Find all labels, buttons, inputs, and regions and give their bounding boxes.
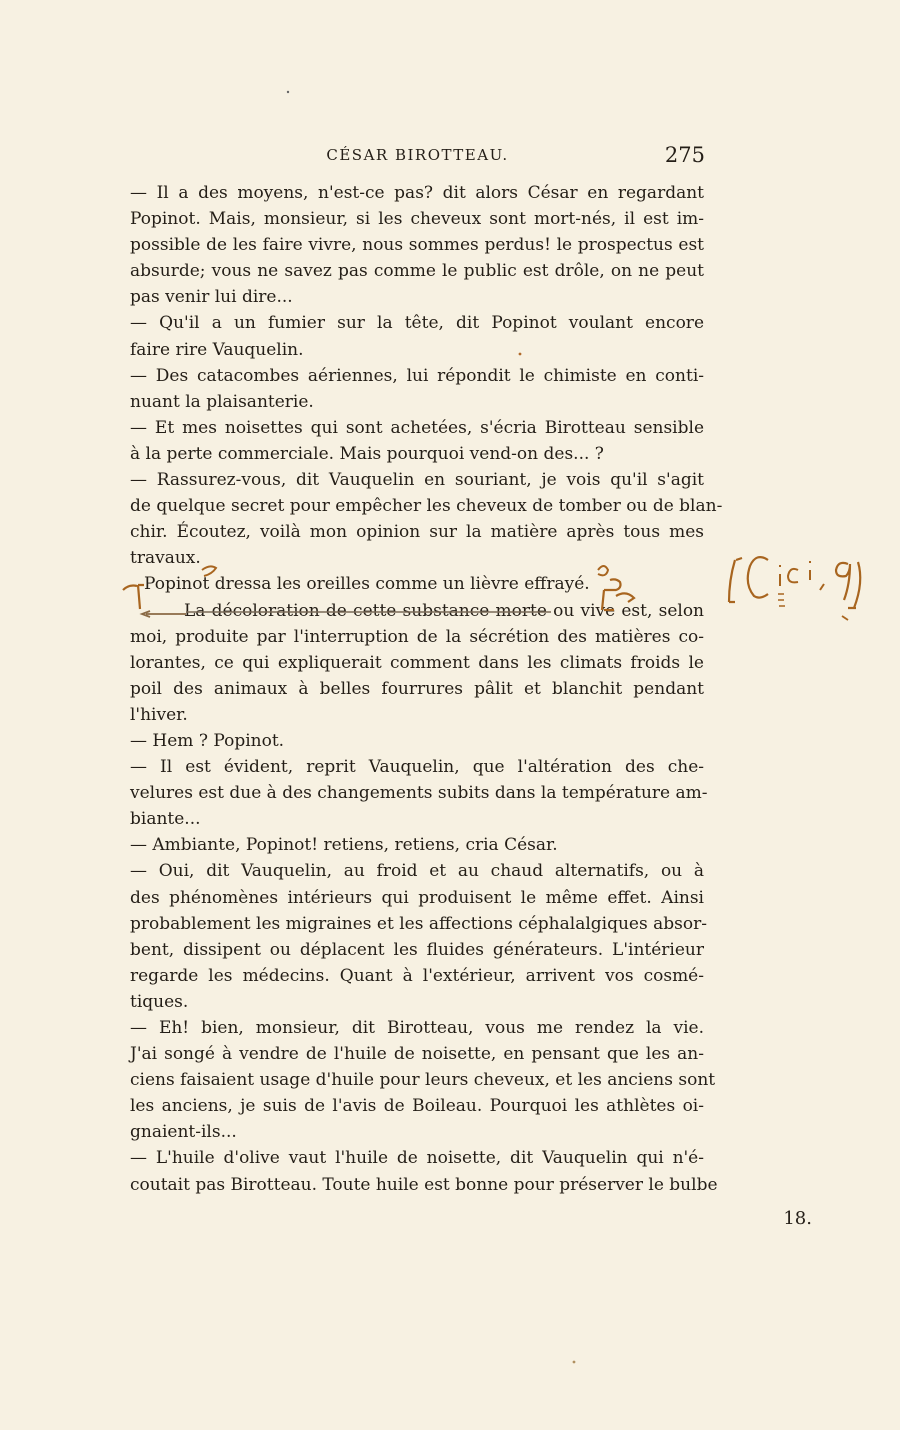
text-line: — Eh! bien, monsieur, dit Birotteau, vous me rendez la vie. (130, 1018, 704, 1038)
text-line: ciens faisaient usage d'huile pour leurs cheveux, et les anciens sont (130, 1070, 716, 1091)
text-line: — L'huile d'olive vaut l'huile de noisette, dit Vauquelin qui n'é- (130, 1148, 704, 1169)
text-line: absurde; vous ne savez pas comme le public est drôle, on ne peut (130, 261, 704, 282)
text-line: faire rire Vauquelin. (130, 339, 304, 360)
signature-mark: 18. (783, 1208, 812, 1229)
text-line: — Ambiante, Popinot! retiens, retiens, cria César. (130, 835, 558, 856)
text-line: poil des animaux à belles fourrures pâlit et blanchit pendant (130, 678, 704, 699)
running-title: CÉSAR BIROTTEAU. (326, 146, 509, 164)
text-line: — Hem ? Popinot. (130, 730, 285, 751)
text-line: regarde les médecins. Quant à l'extérieur, arrivent vos cosmé- (130, 965, 704, 986)
text-line: — Oui, dit Vauquelin, au froid et au chaud alternatifs, ou à (130, 861, 704, 882)
dot-mark (287, 91, 289, 93)
text-line: tiques. (130, 991, 189, 1012)
text-line: travaux. (130, 548, 201, 569)
text-line: biante... (130, 809, 201, 830)
text-line: — Rassurez-vous, dit Vauquelin en souriant, je vois qu'il s'agit (130, 470, 704, 491)
margin-note (729, 557, 860, 620)
text-line: — Il a des moyens, n'est-ce pas? dit alors César en regardant (130, 183, 704, 203)
text-line: La décoloration de cette substance morte ou vive est, selon (184, 600, 704, 621)
text-line: bent, dissipent ou déplacent les fluides générateurs. L'intérieur (130, 939, 704, 960)
page-number: 275 (664, 143, 705, 167)
text-line: l'hiver. (130, 704, 188, 725)
text-line: Popinot dressa les oreilles comme un lièvre effrayé. (144, 574, 590, 595)
text-line: pas venir lui dire... (130, 287, 293, 308)
text-line: des phénomènes intérieurs qui produisent le même effet. Ainsi (130, 887, 704, 908)
text-line: — Qu'il a un fumier sur la tête, dit Popinot voulant encore (130, 313, 704, 334)
text-line: possible de les faire vivre, nous sommes perdus! le prospectus est (130, 235, 704, 256)
body-text (130, 180, 723, 1198)
text-line: moi, produite par l'interruption de la sécrétion des matières co- (130, 626, 704, 647)
text-line: Popinot. Mais, monsieur, si les cheveux sont mort-nés, il est im- (130, 209, 704, 230)
text-line: — Et mes noisettes qui sont achetées, s'écria Birotteau sensible (130, 417, 704, 438)
text-line: velures est due à des changements subits dans la température am- (130, 783, 708, 804)
text-line: lorantes, ce qui expliquerait comment dans les climats froids le (130, 652, 704, 673)
text-line: chir. Écoutez, voilà mon opinion sur la matière après tous mes (130, 522, 704, 543)
text-line: les anciens, je suis de l'avis de Boileau. Pourquoi les athlètes oi- (130, 1096, 704, 1117)
text-line: J'ai songé à vendre de l'huile de noisette, en pensant que les an- (130, 1044, 704, 1065)
text-line: coutait pas Birotteau. Toute huile est bonne pour préserver le bulbe (130, 1174, 718, 1195)
text-line: — Des catacombes aériennes, lui répondit le chimiste en conti- (130, 365, 704, 386)
text-line: nuant la plaisanterie. (130, 391, 314, 412)
dot-mark (573, 1361, 576, 1364)
text-line: probablement les migraines et les affections céphalalgiques absor- (130, 913, 707, 934)
page-header (130, 143, 705, 176)
text-line: à la perte commerciale. Mais pourquoi vend-on des... ? (130, 443, 604, 464)
text-line: de quelque secret pour empêcher les cheveux de tomber ou de blan- (130, 496, 723, 517)
text-line: gnaient-ils... (130, 1122, 237, 1143)
text-line: — Il est évident, reprit Vauquelin, que l'altération des che- (130, 757, 704, 778)
